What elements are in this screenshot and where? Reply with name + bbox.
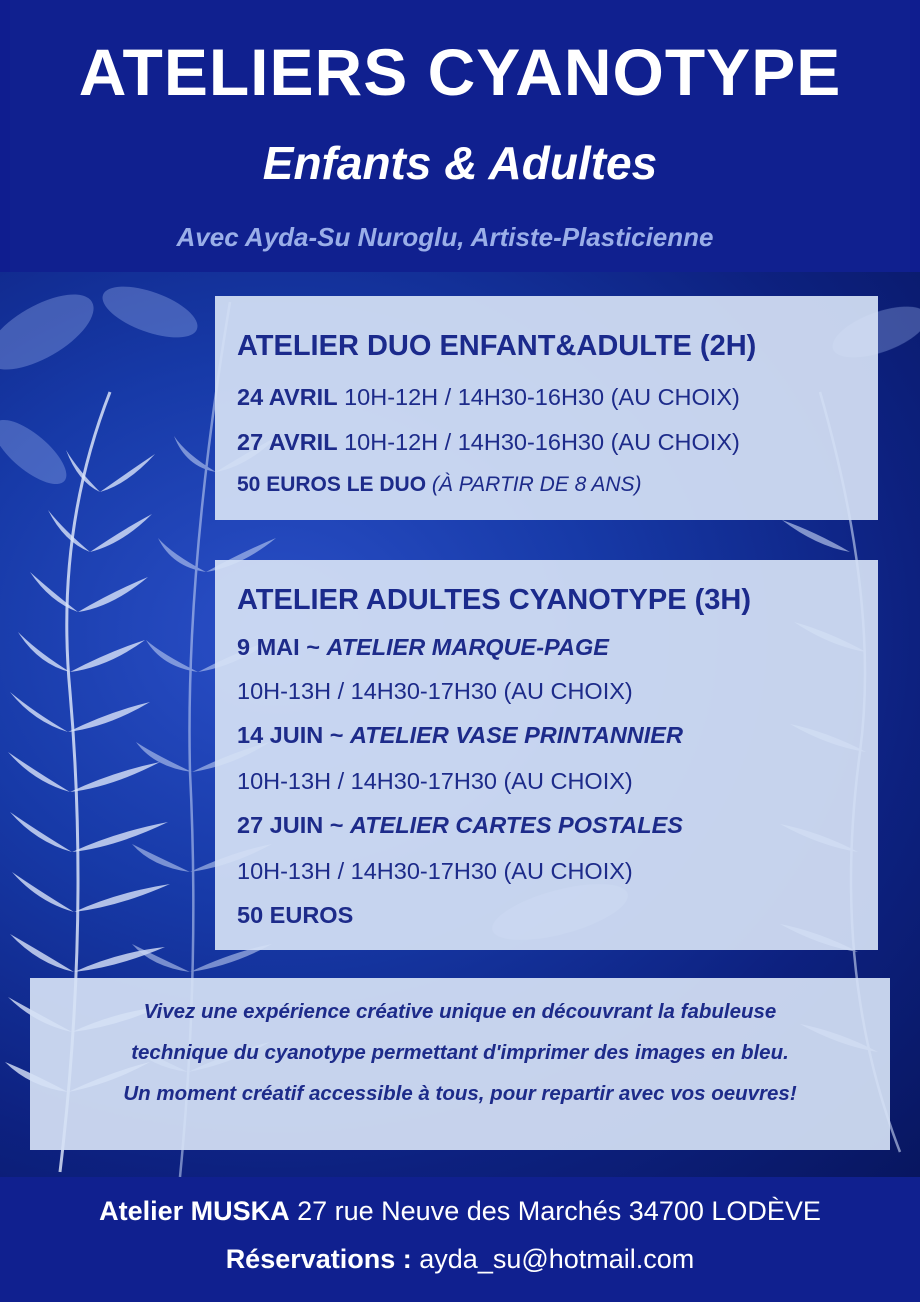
street-address: 27 rue Neuve des Marchés 34700 LODÈVE — [289, 1196, 821, 1226]
venue-address — [0, 1196, 920, 1227]
adult-session-2-name: ATELIER VASE PRINTANNIER — [350, 722, 683, 748]
duo-session-1-date: 24 AVRIL — [237, 384, 338, 410]
duo-session-2-times: 10H-12H / 14H30-16H30 (AU CHOIX) — [337, 429, 740, 455]
poster-title: ATELIERS CYANOTYPE — [78, 35, 842, 109]
reservation-email[interactable]: ayda_su@hotmail.com — [411, 1244, 695, 1274]
duo-workshop-heading: ATELIER DUO ENFANT&ADULTE (2H) — [237, 330, 757, 362]
duo-session-2-date: 27 AVRIL — [237, 429, 338, 455]
duo-session-2 — [237, 429, 740, 456]
adult-session-1-times: 10H-13H / 14H30-17H30 (AU CHOIX) — [237, 678, 633, 704]
artist-credit: Avec Ayda-Su Nuroglu, Artiste-Plasticienne — [176, 222, 714, 252]
description-line-3: Un moment créatif accessible à tous, pour repartir avec vos oeuvres! — [123, 1082, 797, 1105]
adult-session-1 — [237, 634, 609, 661]
adult-session-1-date: 9 MAI ~ — [237, 634, 327, 660]
adult-session-3-times: 10H-13H / 14H30-17H30 (AU CHOIX) — [237, 858, 633, 884]
duo-age-note: (À PARTIR DE 8 ANS) — [426, 473, 642, 496]
adult-session-1-name: ATELIER MARQUE-PAGE — [326, 634, 609, 660]
venue-name: Atelier MUSKA — [99, 1196, 290, 1226]
duo-session-1 — [237, 384, 740, 411]
adult-workshop-heading: ATELIER ADULTES CYANOTYPE (3H) — [237, 584, 751, 616]
adult-workshop-panel — [215, 560, 878, 950]
description-line-1: Vivez une expérience créative unique en découvrant la fabuleuse — [143, 1000, 777, 1023]
duo-price — [237, 473, 642, 497]
description-panel — [30, 978, 890, 1150]
duo-session-1-times: 10H-12H / 14H30-16H30 (AU CHOIX) — [337, 384, 740, 410]
adult-session-3-date: 27 JUIN ~ — [237, 812, 350, 838]
adult-price-value: 50 EUROS — [237, 902, 354, 928]
reservations — [0, 1244, 920, 1275]
adult-price — [237, 902, 353, 929]
adult-session-3 — [237, 812, 683, 839]
duo-workshop-panel — [215, 296, 878, 520]
adult-session-2-times: 10H-13H / 14H30-17H30 (AU CHOIX) — [237, 768, 633, 794]
adult-session-2-date: 14 JUIN ~ — [237, 722, 350, 748]
reservations-label: Réservations : — [225, 1244, 412, 1274]
description-line-2: technique du cyanotype permettant d'imprimer des images en bleu. — [131, 1041, 789, 1064]
poster-subtitle: Enfants & Adultes — [262, 137, 658, 189]
duo-price-value: 50 EUROS LE DUO — [237, 473, 427, 496]
adult-session-3-name: ATELIER CARTES POSTALES — [350, 812, 683, 838]
adult-session-2 — [237, 722, 683, 749]
